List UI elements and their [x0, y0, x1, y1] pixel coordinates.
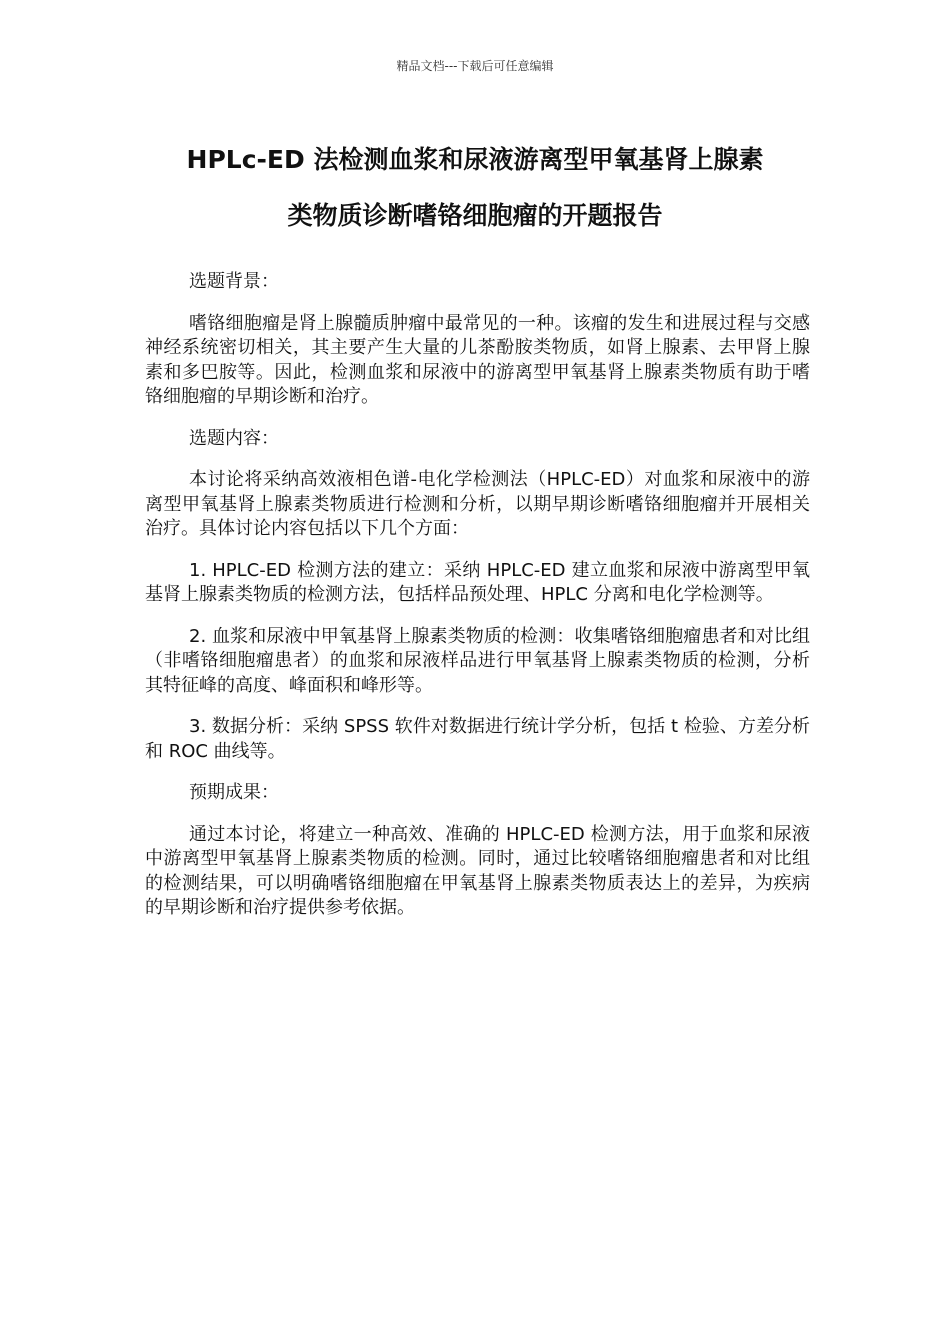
- list-item-1: 1. HPLC-ED 检测方法的建立：采纳 HPLC-ED 建立血浆和尿液中游离型甲氧基肾上腺素类物质的检测方法，包括样品预处理、HPLC 分离和电化学检测等。: [145, 559, 810, 605]
- list-item-3: 3. 数据分析：采纳 SPSS 软件对数据进行统计学分析，包括 t 检验、方差分析和 ROC 曲线等。: [145, 716, 810, 762]
- section-heading-results: 预期成果：: [189, 782, 279, 803]
- paragraph-content: 本讨论将采纳高效液相色谱-电化学检测法（HPLC-ED）对血浆和尿液中的游离型甲氧基肾上腺素类物质进行检测和分析，以期早期诊断嗜铬细胞瘤并开展相关治疗。具体讨论内容包括以下几个方面：: [145, 469, 810, 539]
- section-heading-background: 选题背景：: [189, 271, 279, 292]
- paragraph-results: 通过本讨论，将建立一种高效、准确的 HPLC-ED 检测方法，用于血浆和尿液中游离型甲氧基肾上腺素类物质的检测。同时，通过比较嗜铬细胞瘤患者和对比组的检测结果，可以明确嗜铬细胞瘤在甲氧基肾上腺素类物质表达上的差异，为疾病的早期诊断和治疗提供参考依据。: [145, 823, 810, 918]
- section-heading-content: 选题内容：: [189, 427, 279, 449]
- paragraph-background: 嗜铬细胞瘤是肾上腺髓质肿瘤中最常见的一种。该瘤的发生和进展过程与交感神经系统密切相关，其主要产生大量的儿茶酚胺类物质，如肾上腺素、去甲肾上腺素和多巴胺等。因此，检测血浆和尿液中的游离型甲氧基肾上腺素类物质有助于嗜铬细胞瘤的早期诊断和治疗。: [145, 312, 810, 407]
- list-item-2: 2. 血浆和尿液中甲氧基肾上腺素类物质的检测：收集嗜铬细胞瘤患者和对比组（非嗜铬细胞瘤患者）的血浆和尿液样品进行甲氧基肾上腺素类物质的检测，分析其特征峰的高度、峰面积和峰形等。: [145, 625, 810, 696]
- document-title-line-1: HPLc-ED 法检测血浆和尿液游离型甲氧基肾上腺素: [186, 145, 764, 174]
- document-body: [145, 270, 810, 938]
- header-note: 精品文档---下载后可任意编辑: [396, 59, 554, 73]
- document-title-line-2: 类物质诊断嗜铬细胞瘤的开题报告: [287, 201, 663, 230]
